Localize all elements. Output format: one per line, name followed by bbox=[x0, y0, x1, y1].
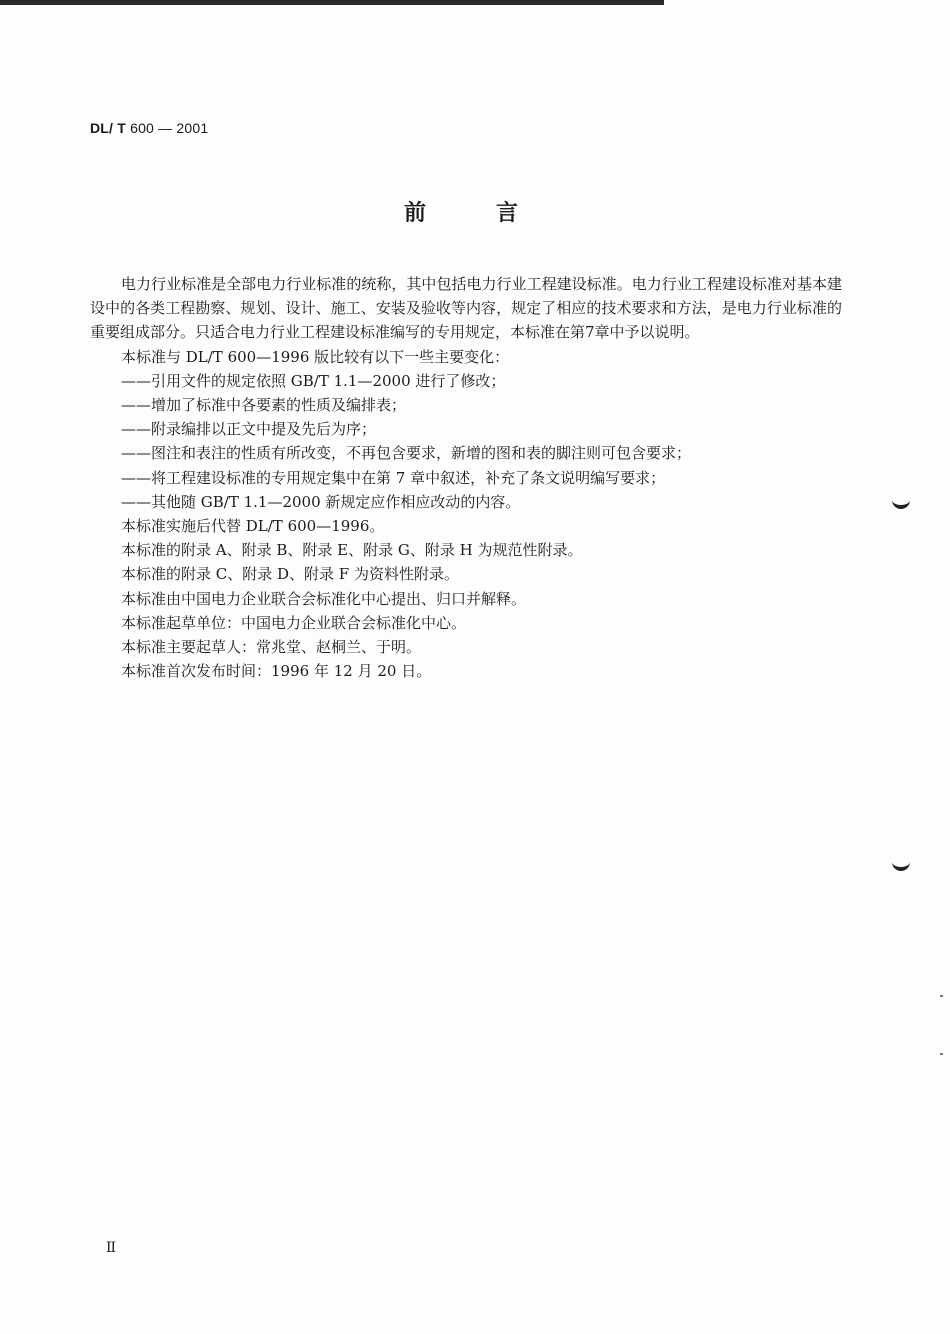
intro-paragraph: 电力行业标准是全部电力行业标准的统称，其中包括电力行业工程建设标准。电力行业工程建设标准对基本建设中的各类工程勘察、规划、设计、施工、安装及验收等内容，规定了相应的技术要求和方法，是电力行业标准的重要组成部分。只适合电力行业工程建设标准编写的专用规定，本标准在第7章中予以说明。 bbox=[90, 275, 842, 342]
statement-line: 本标准的附录 C、附录 D、附录 F 为资料性附录。 bbox=[121, 565, 459, 584]
scan-speck bbox=[940, 1053, 943, 1055]
document-id-prefix: DL/ T bbox=[90, 120, 126, 136]
statement-line: 本标准实施后代替 DL/T 600—1996。 bbox=[121, 517, 385, 536]
top-rule bbox=[0, 0, 664, 5]
change-item: ——引用文件的规定依照 GB/T 1.1—2000 进行了修改； bbox=[121, 371, 506, 390]
change-item: ——将工程建设标准的专用规定集中在第 7 章中叙述，补充了条文说明编写要求； bbox=[121, 468, 666, 487]
foreword-body bbox=[90, 272, 842, 683]
statement-line: 本标准主要起草人：常兆堂、赵桐兰、于明。 bbox=[121, 638, 422, 657]
statement-line: 本标准由中国电力企业联合会标准化中心提出、归口并解释。 bbox=[121, 589, 527, 608]
changes-intro: 本标准与 DL/T 600—1996 版比较有以下一些主要变化： bbox=[121, 347, 510, 366]
document-id bbox=[90, 120, 208, 136]
statement-line: 本标准起草单位：中国电力企业联合会标准化中心。 bbox=[121, 613, 467, 632]
binding-hole-mark bbox=[892, 498, 910, 509]
scan-speck bbox=[940, 995, 943, 997]
page-title: 前言 bbox=[403, 201, 588, 226]
change-item: ——图注和表注的性质有所改变，不再包含要求，新增的图和表的脚注则可包含要求； bbox=[121, 444, 692, 463]
statement-line: 本标准的附录 A、附录 B、附录 E、附录 G、附录 H 为规范性附录。 bbox=[121, 541, 583, 560]
binding-hole-mark bbox=[892, 860, 910, 871]
statement-line: 本标准首次发布时间：1996 年 12 月 20 日。 bbox=[121, 662, 432, 681]
page-number: II bbox=[106, 1240, 116, 1256]
change-item: ——增加了标准中各要素的性质及编排表； bbox=[121, 396, 407, 415]
document-id-number: 600 — 2001 bbox=[126, 120, 209, 136]
change-item: ——其他随 GB/T 1.1—2000 新规定应作相应改动的内容。 bbox=[121, 492, 521, 511]
change-item: ——附录编排以正文中提及先后为序； bbox=[121, 420, 377, 439]
